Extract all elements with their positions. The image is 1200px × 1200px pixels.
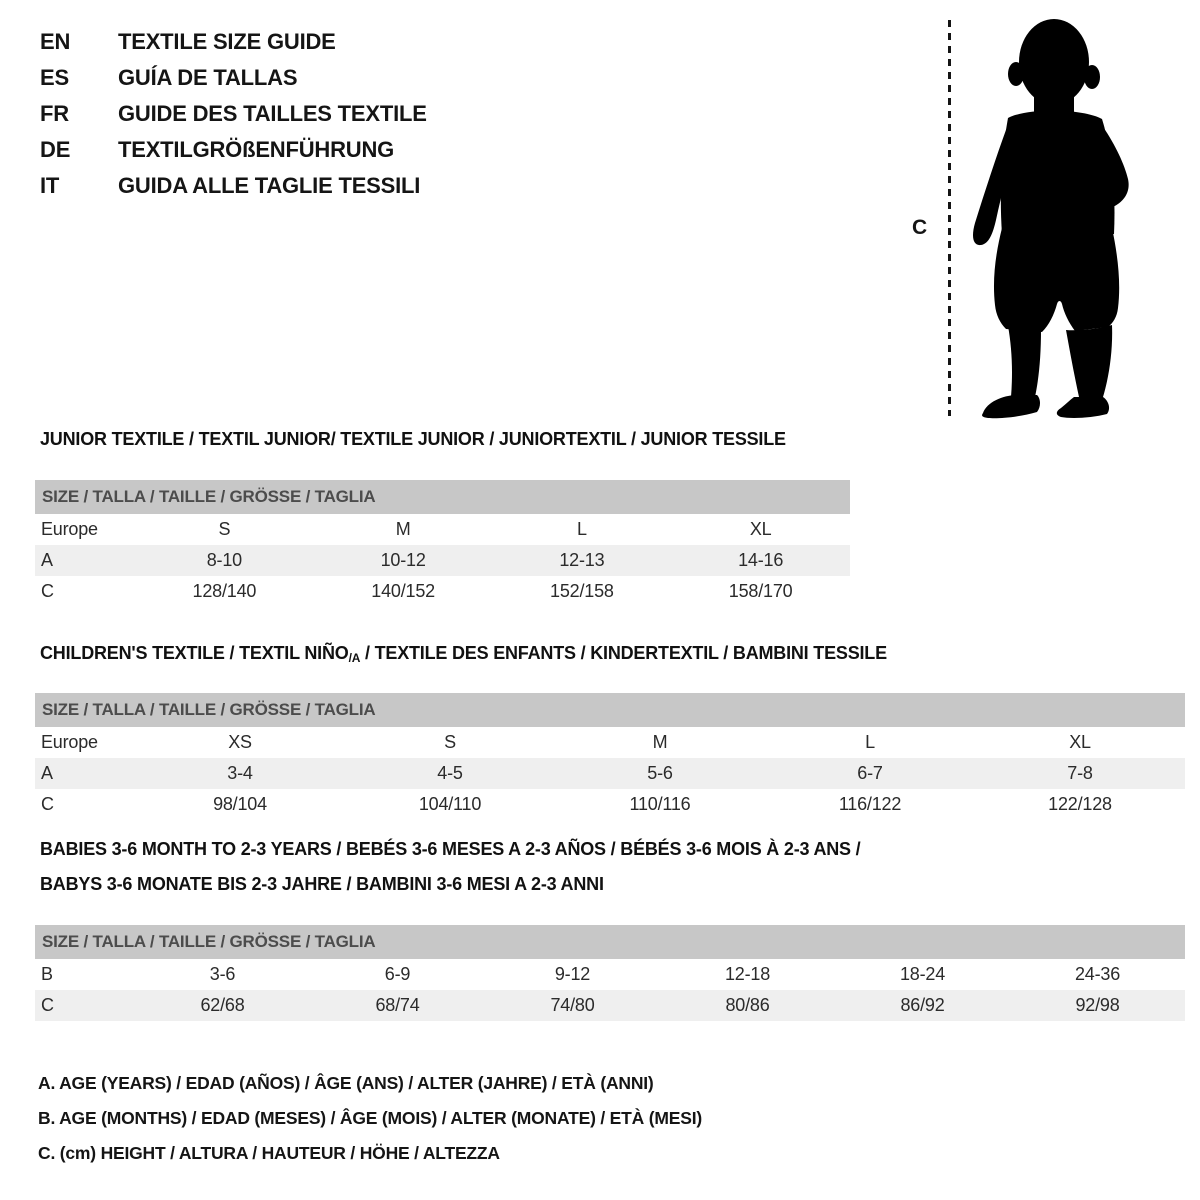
table-cell: 122/128 <box>1048 794 1112 814</box>
table-cell: 12-13 <box>559 550 605 570</box>
language-row-it <box>40 168 427 204</box>
guide-title-en: TEXTILE SIZE GUIDE <box>118 29 336 54</box>
row-label: A <box>41 550 53 570</box>
table-cell: 12-18 <box>724 964 771 984</box>
babies-section-title-line2: BABYS 3-6 MONATE BIS 2-3 JAHRE / BAMBINI 3-6 MESI A 2-3 ANNI <box>40 874 604 894</box>
size-column-header: S <box>218 519 231 539</box>
table-row <box>35 959 1185 990</box>
section-junior-textile <box>35 428 850 607</box>
table-cell: 128/140 <box>192 581 257 601</box>
table-cell: 6-7 <box>857 763 883 783</box>
children-size-header-bar: SIZE / TALLA / TAILLE / GRÖSSE / TAGLIA <box>35 693 1185 727</box>
table-cell: 10-12 <box>380 550 426 570</box>
table-row <box>35 990 1185 1021</box>
table-row <box>35 758 1185 789</box>
legend-height-cm: C. (cm) HEIGHT / ALTURA / HAUTEUR / HÖHE / ALTEZZA <box>38 1143 500 1163</box>
table-row <box>35 545 850 576</box>
table-cell: 18-24 <box>899 964 946 984</box>
language-row-en <box>40 24 427 60</box>
children-section-title <box>35 642 1185 669</box>
children-title-suffix: / TEXTILE DES ENFANTS / KINDERTEXTIL / BAMBINI TESSILE <box>360 643 887 663</box>
table-cell: 7-8 <box>1067 763 1093 783</box>
language-row-fr <box>40 96 427 132</box>
table-cell: 62/68 <box>200 995 245 1015</box>
section-childrens-textile <box>35 642 1185 820</box>
table-cell: 74/80 <box>550 995 595 1015</box>
table-cell: 24-36 <box>1074 964 1121 984</box>
region-label: Europe <box>41 732 98 752</box>
children-title-subscript: /A <box>348 651 361 665</box>
size-column-header: L <box>576 519 587 539</box>
row-label: C <box>41 995 54 1015</box>
guide-title-fr: GUIDE DES TAILLES TEXTILE <box>118 101 427 126</box>
table-cell: 92/98 <box>1075 995 1120 1015</box>
table-cell: 98/104 <box>213 794 267 814</box>
language-code: FR <box>40 101 69 126</box>
table-cell: 110/116 <box>629 794 691 814</box>
language-code: ES <box>40 65 69 90</box>
table-cell: 86/92 <box>900 995 945 1015</box>
babies-size-table <box>35 959 1185 1021</box>
table-cell: 80/86 <box>725 995 770 1015</box>
size-column-header: S <box>444 732 456 752</box>
toddler-silhouette-icon <box>962 16 1140 420</box>
table-cell: 4-5 <box>437 763 463 783</box>
size-column-header: XL <box>749 519 772 539</box>
legend-age-months: B. AGE (MONTHS) / EDAD (MESES) / ÂGE (MOIS) / ALTER (MONATE) / ETÀ (MESI) <box>38 1108 702 1128</box>
table-cell: 5-6 <box>647 763 673 783</box>
table-row <box>35 576 850 607</box>
junior-size-header-bar: SIZE / TALLA / TAILLE / GRÖSSE / TAGLIA <box>35 480 850 514</box>
children-size-table <box>35 727 1185 820</box>
section-babies-textile <box>35 832 1185 1021</box>
size-column-header: M <box>652 732 668 752</box>
junior-section-title: JUNIOR TEXTILE / TEXTIL JUNIOR/ TEXTILE JUNIOR / JUNIORTEXTIL / JUNIOR TESSILE <box>40 429 786 449</box>
row-label: C <box>41 581 54 601</box>
row-label: B <box>41 964 53 984</box>
table-cell: 104/110 <box>418 794 482 814</box>
language-code: EN <box>40 29 71 54</box>
table-cell: 8-10 <box>206 550 242 570</box>
language-row-de <box>40 132 427 168</box>
row-label: A <box>41 763 53 783</box>
size-column-header: XS <box>228 732 252 752</box>
size-header-row <box>35 727 1185 758</box>
language-code: IT <box>40 173 60 198</box>
row-label: C <box>41 794 54 814</box>
table-cell: 3-4 <box>227 763 253 783</box>
table-row <box>35 789 1185 820</box>
guide-title-es: GUÍA DE TALLAS <box>118 65 298 90</box>
height-measure-dashed-line <box>948 20 951 416</box>
language-code: DE <box>40 137 71 162</box>
language-title-list <box>40 24 427 204</box>
table-cell: 3-6 <box>209 964 236 984</box>
table-cell: 116/122 <box>838 794 902 814</box>
table-cell: 158/170 <box>728 581 793 601</box>
table-cell: 9-12 <box>554 964 591 984</box>
children-title-prefix: CHILDREN'S TEXTILE / TEXTIL NIÑO <box>40 643 349 663</box>
guide-title-de: TEXTILGRÖßENFÜHRUNG <box>118 137 395 162</box>
height-marker-label: C <box>912 216 928 239</box>
size-column-header: M <box>395 519 411 539</box>
size-column-header: XL <box>1069 732 1091 752</box>
measurement-legend <box>38 1066 702 1171</box>
babies-section-title-line1: BABIES 3-6 MONTH TO 2-3 YEARS / BEBÉS 3-6 MESES A 2-3 AÑOS / BÉBÉS 3-6 MOIS À 2-3 ANS / <box>40 839 861 859</box>
guide-title-it: GUIDA ALLE TAGLIE TESSILI <box>118 173 421 198</box>
table-cell: 14-16 <box>738 550 784 570</box>
size-header-row <box>35 514 850 545</box>
size-column-header: L <box>865 732 875 752</box>
table-cell: 140/152 <box>371 581 435 601</box>
language-row-es <box>40 60 427 96</box>
babies-size-header-bar: SIZE / TALLA / TAILLE / GRÖSSE / TAGLIA <box>35 925 1185 959</box>
region-label: Europe <box>41 519 98 539</box>
legend-age-years: A. AGE (YEARS) / EDAD (AÑOS) / ÂGE (ANS) / ALTER (JAHRE) / ETÀ (ANNI) <box>38 1073 654 1093</box>
table-cell: 6-9 <box>384 964 411 984</box>
junior-size-table <box>35 514 850 607</box>
table-cell: 68/74 <box>375 995 420 1015</box>
table-cell: 152/158 <box>550 581 614 601</box>
